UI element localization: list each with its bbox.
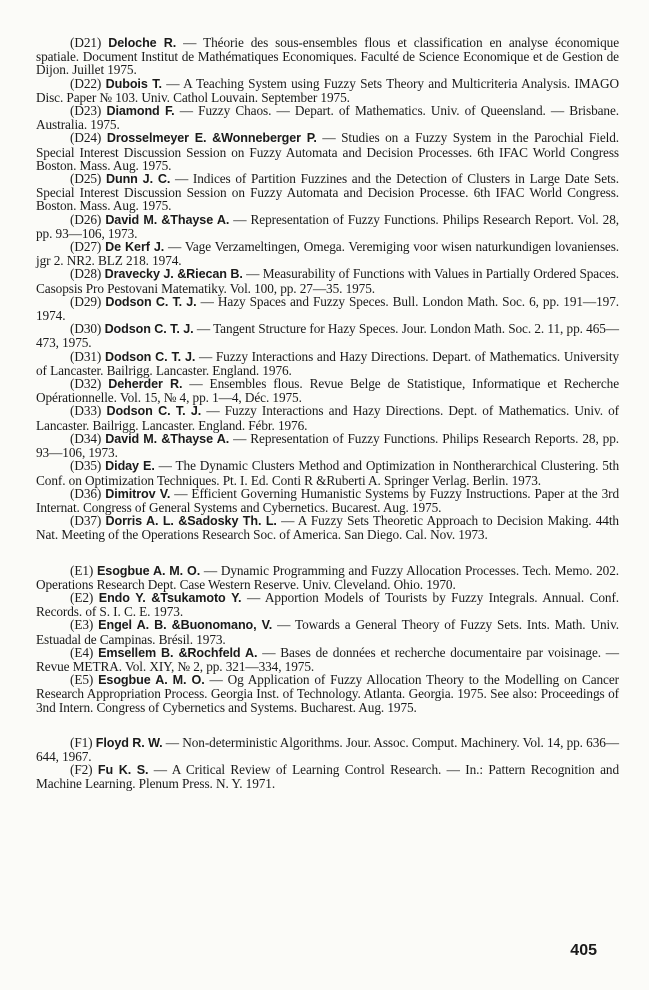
reference-code: (D30) — [70, 321, 102, 337]
reference-code: (D35) — [70, 458, 102, 474]
reference-entry — [36, 172, 619, 213]
reference-text: — Representation of Fuzzy Functions. Philips Research Report. Vol. 28, pp. 93—106, 1973. — [36, 211, 620, 241]
reference-entry — [36, 377, 619, 404]
reference-entry — [36, 591, 619, 618]
reference-author: Deloche R. — [108, 36, 177, 50]
reference-code: (D21) — [70, 35, 102, 50]
section-gap — [36, 542, 619, 564]
reference-author: Deherder R. — [108, 377, 183, 392]
bibliography-section — [36, 564, 619, 714]
reference-text: — Efficient Governing Humanistic Systems by Fuzzy Instructions. Paper at the 3rd Internat. Congress of General Systems and Cybernetics. Bucarest. Aug. 1975. — [36, 485, 620, 515]
reference-code: (D33) — [70, 403, 102, 419]
reference-code: (D31) — [70, 348, 102, 364]
reference-code: (D36) — [70, 485, 102, 501]
reference-code: (E1) — [70, 562, 94, 578]
reference-author: Fu K. S. — [97, 763, 149, 778]
reference-code: (E3) — [70, 617, 94, 633]
reference-author: Diday E. — [105, 459, 155, 474]
reference-text: — Non-deterministic Algorithms. Jour. Assoc. Comput. Machinery. Vol. 14, pp. 636—644, 1967. — [36, 734, 619, 764]
bibliography-section — [36, 36, 619, 542]
reference-text: — Indices of Partition Fuzzines and the Detection of Clusters in Large Date Sets. Special Interest Discussion Session on Fuzzy Automata and Decision Processe. 6th IFAC World Congress. Boston. Mass. Aug. 1975. — [36, 171, 619, 214]
bibliography-section — [36, 736, 619, 791]
reference-text: — Fuzzy Interactions and Hazy Directions. Depart. of Mathematics. University of Lancaster. Bailrigg. Lancaster. England. 1976. — [36, 348, 619, 378]
reference-entry — [36, 104, 619, 131]
reference-text: — A Teaching System using Fuzzy Sets Theory and Multicriteria Analysis. IMAGO Disc. Paper № 103. Univ. Cathol Louvain. September 1975. — [36, 75, 619, 105]
reference-author: Dodson C. T. J. — [105, 349, 196, 364]
reference-text: — Ensembles flous. Revue Belge de Statistique, Informatique et Recherche Opérationnelle. Vol. 15, № 4, pp. 1—4, Déc. 1975. — [36, 376, 619, 406]
reference-code: (D26) — [70, 211, 102, 227]
reference-entry — [36, 322, 619, 349]
reference-entry — [36, 487, 619, 514]
reference-entry — [36, 267, 619, 294]
reference-code: (D25) — [70, 171, 102, 187]
reference-entry — [36, 131, 619, 172]
reference-author: Engel A. B. &Buonomano, V. — [98, 618, 273, 633]
reference-author: De Kerf J. — [105, 240, 165, 255]
reference-text: — Dynamic Programming and Fuzzy Allocation Processes. Tech. Memo. 202. Operations Research Dept. Case Western Reserve. Univ. Cleveland. Ohio. 1970. — [36, 562, 619, 592]
reference-code: (D29) — [70, 293, 102, 309]
reference-entry — [36, 618, 619, 645]
page-number: 405 — [570, 942, 597, 959]
reference-entry — [36, 564, 619, 591]
reference-code: (E2) — [70, 589, 94, 605]
bibliography — [36, 36, 619, 791]
reference-author: Dimitrov V. — [105, 486, 171, 501]
reference-author: Drosselmeyer E. &Wonneberger P. — [106, 131, 317, 146]
reference-code: (D23) — [70, 103, 102, 119]
reference-text: — Fuzzy Chaos. — Depart. of Mathematics. Univ. of Queensland. — Brisbane. Australia. 1975. — [36, 103, 619, 133]
reference-text: — Og Application of Fuzzy Allocation Theory to the Modelling on Cancer Research Appropriation Process. Georgia Inst. of Technology. Atlanta. Georgia. 1975. See also: Proceedings of 3nd Intern. Congress of Cybernetics and Systems. Bucharest. Aug. 1975. — [36, 672, 619, 715]
reference-code: (D28) — [70, 266, 102, 282]
reference-code: (D34) — [70, 430, 102, 446]
reference-entry — [36, 514, 619, 541]
reference-code: (F1) — [70, 734, 93, 750]
reference-entry — [36, 763, 619, 790]
reference-entry — [36, 240, 619, 267]
reference-code: (D27) — [70, 239, 102, 255]
reference-code: (D37) — [70, 513, 102, 529]
reference-text: — Measurability of Functions with Values in Partially Ordered Spaces. Casopsis Pro Pestovani Matematiky. Vol. 100, pp. 27—35. 1975. — [36, 266, 620, 296]
reference-text: — A Critical Review of Learning Control Research. — In.: Pattern Recognition and Machine Learning. Plenum Press. N. Y. 1971. — [36, 762, 619, 792]
reference-code: (E4) — [70, 644, 94, 660]
reference-author: Dubois T. — [105, 76, 162, 91]
reference-entry — [36, 646, 619, 673]
reference-author: Dorris A. L. &Sadosky Th. L. — [105, 514, 277, 529]
reference-entry — [36, 432, 619, 459]
reference-author: Dravecky J. &Riecan B. — [104, 267, 243, 282]
reference-author: Esogbue A. M. O. — [97, 563, 201, 578]
reference-text: — Fuzzy Interactions and Hazy Directions. Dept. of Mathematics. Univ. of Lancaster. Bailrigg. Lancaster. England. Fébr. 1976. — [36, 403, 619, 433]
reference-author: Esogbue A. M. O. — [98, 673, 205, 688]
reference-text: — Representation of Fuzzy Functions. Philips Research Reports. 28, pp. 93—106, 1973. — [36, 430, 619, 461]
reference-text: — Towards a General Theory of Fuzzy Sets. Ints. Math. Univ. Estuadal de Campinas. Brésil. 1973. — [36, 617, 619, 647]
reference-code: (D32) — [70, 376, 102, 392]
reference-text: — Apportion Models of Tourists by Fuzzy Integrals. Annual. Conf. Records. of S. I. C. E. 1973. — [36, 589, 620, 620]
reference-text: — Tangent Structure for Hazy Speces. Jour. London Math. Soc. 2. 11, pp. 465—473, 1975. — [36, 321, 620, 351]
reference-entry — [36, 36, 619, 77]
reference-text: — Théorie des sous-ensembles flous et classification en analyse économique spatiale. Document Institut de Mathématiques Economiques. Faculté de Science Economique et de Gestion de Dijon. Juillet 1975. — [36, 35, 619, 78]
reference-author: Floyd R. W. — [95, 735, 163, 750]
reference-code: (E5) — [70, 672, 94, 688]
reference-entry — [36, 404, 619, 431]
reference-text: — Hazy Spaces and Fuzzy Speces. Bull. London Math. Soc. 6, pp. 191—197. 1974. — [36, 293, 619, 324]
reference-author: Dodson C. T. J. — [106, 404, 202, 419]
reference-author: Emsellem B. &Rochfeld A. — [98, 645, 258, 660]
reference-entry — [36, 459, 619, 486]
reference-author: Dunn J. C. — [106, 172, 171, 187]
reference-entry — [36, 350, 619, 377]
reference-entry — [36, 673, 619, 714]
reference-author: Endo Y. &Tsukamoto Y. — [98, 590, 242, 605]
reference-text: — Vage Verzameltingen, Omega. Veremiging voor wisen naturkundigen lovanienses. jgr 2. NR2. BLZ 218. 1974. — [36, 239, 620, 269]
reference-code: (D24) — [70, 130, 102, 146]
reference-author: David M. &Thayse A. — [105, 431, 230, 446]
reference-author: Dodson C. T. J. — [104, 322, 194, 337]
reference-entry — [36, 295, 619, 322]
reference-author: Dodson C. T. J. — [105, 294, 197, 309]
reference-code: (F2) — [70, 762, 93, 778]
reference-text: — Bases de données et recherche documentaire par voisinage. — Revue METRA. Vol. XIY, № 2, pp. 321—334, 1975. — [36, 644, 620, 674]
reference-entry — [36, 736, 619, 763]
reference-text: — The Dynamic Clusters Method and Optimization in Nontherarchical Clustering. 5th Conf. on Optimization Techniques. Pt. I. Ed. Conti R &Ruberti A. Springer Verlag. Berlin. 1973. — [36, 458, 619, 488]
reference-text: — A Fuzzy Sets Theoretic Approach to Decision Making. 44th Nat. Meeting of the Operations Research Soc. of America. San Diego. Cal. Nov. 1973. — [36, 513, 619, 543]
section-gap — [36, 714, 619, 736]
reference-text: — Studies on a Fuzzy System in the Parochial Field. Special Interest Discussion Session on Fuzzy Automata and Decision Processes. 6th IFAC World Congress Boston. Mass. Aug. 1975. — [36, 130, 619, 173]
reference-author: David M. &Thayse A. — [105, 212, 230, 227]
reference-author: Diamond F. — [106, 104, 175, 119]
reference-entry — [36, 213, 619, 240]
reference-entry — [36, 77, 619, 104]
reference-code: (D22) — [70, 75, 102, 91]
